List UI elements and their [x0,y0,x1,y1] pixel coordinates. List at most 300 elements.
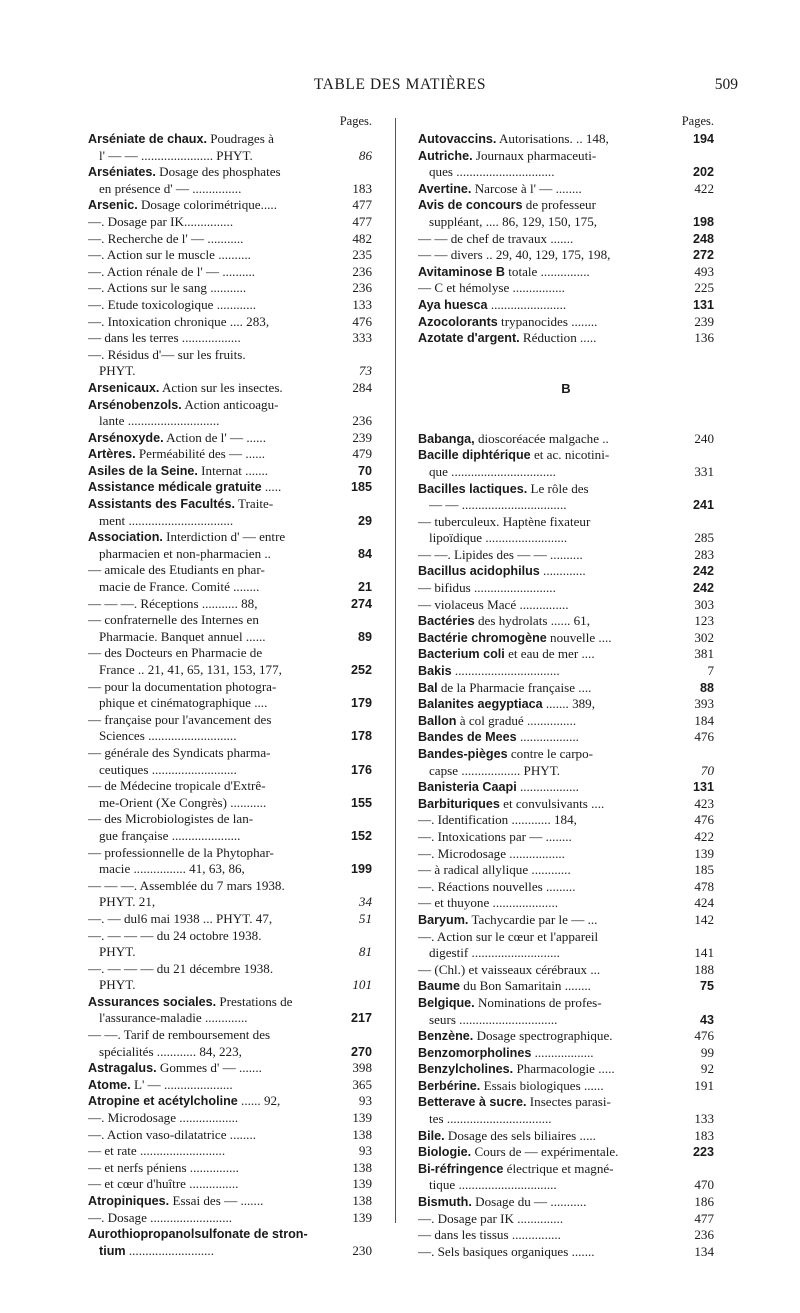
entry-text [418,779,689,796]
index-entry [418,978,714,995]
index-entry [88,861,372,878]
entry-heading: Atropine et acétylcholine [88,1094,238,1109]
entry-text [418,680,696,697]
index-entry [88,911,372,928]
index-entry [88,231,372,248]
entry-text [88,231,348,248]
index-entry [88,1060,372,1077]
page-ref: 235 [352,247,372,263]
entry-detail: — de Médecine tropicale d'Extrê- [88,778,266,794]
index-entry [418,431,714,448]
entry-heading: Aya huesca [418,297,488,312]
index-entry [418,514,714,531]
entry-text [418,563,689,580]
index-entry [418,646,714,663]
entry-detail: capse .................. PHYT. [429,762,561,778]
entry-detail: PHYT. 21, [99,894,156,910]
index-column-right [418,111,714,1260]
page-ref: 270 [350,1044,372,1059]
index-entry [88,579,372,596]
page-ref: 81 [358,944,372,960]
entry-text [99,1243,348,1260]
entry-text [418,447,710,464]
page-ref: 236 [352,280,372,296]
page-title: TABLE DES MATIÈRES [313,76,487,93]
page-ref: 198 [692,214,714,229]
index-entry [418,879,714,896]
page-ref: 236 [694,1227,714,1243]
index-entry [88,131,372,148]
index-entry [88,1176,372,1193]
page-ref: 101 [352,977,372,993]
page-ref: 283 [694,546,714,562]
page-ref: 134 [694,1243,714,1259]
index-entry [88,1044,372,1061]
index-entry [418,1211,714,1228]
index-entry [88,894,372,911]
page-ref: 136 [694,330,714,346]
entry-detail: PHYT. [99,977,136,993]
index-entry [418,1177,714,1194]
entry-detail: —. Microdosage .................. [88,1110,239,1126]
entry-heading: Baryum. [418,912,469,927]
entry-text [418,646,690,663]
page-ref: 131 [692,780,714,795]
entry-text [88,845,368,862]
page-ref: 365 [352,1076,372,1092]
entry-heading: Bal [418,680,438,695]
entry-detail: — dans les terres .................. [88,330,241,346]
page-ref: 29 [357,513,372,528]
entry-text [88,197,348,214]
entry-text [88,529,368,546]
entry-detail: Dosage des phosphates [155,164,281,180]
page-ref: 88 [699,680,714,695]
entry-heading: Belgique. [418,995,475,1010]
entry-heading: Arsenic. [88,198,138,213]
entry-detail: de la Pharmacie française .... [437,679,592,695]
entry-text [99,762,347,779]
index-entry [418,829,714,846]
entry-detail: — — divers .. 29, 40, 129, 175, 198, [418,247,611,263]
entry-detail: — —. Tarif de remboursement des [88,1027,271,1043]
entry-detail: .......................... [125,1242,214,1258]
spacer [418,419,714,431]
entry-detail: —. Etude toxicologique ............ [88,296,257,312]
entry-detail: — et rate .......................... [88,1143,226,1159]
entry-heading: Benzène. [418,1029,474,1044]
page-ref: 183 [694,1127,714,1143]
index-entry [418,547,714,564]
entry-detail: .................. [516,779,579,795]
index-entry [418,746,714,763]
page-ref: 70 [700,762,714,778]
entry-detail: Autorisations. .. 148, [496,131,609,146]
index-entry [418,929,714,946]
page-ref: 202 [692,165,714,180]
page-ref: 493 [694,263,714,279]
entry-detail: — des Docteurs en Pharmacie de [88,645,263,661]
entry-text [88,745,368,762]
section-letter: B [561,380,571,396]
entry-text [418,1211,690,1228]
entry-detail: Essais biologiques ...... [480,1077,604,1093]
entry-text [99,828,347,845]
entry-detail: et eau de mer .... [504,646,595,662]
page-ref: 476 [694,1028,714,1044]
entry-text [88,280,348,297]
index-entry [418,580,714,597]
page-ref: 422 [694,180,714,196]
entry-detail: Action sur les insectes. [159,379,283,395]
index-entry [418,613,714,630]
index-entry [418,330,714,347]
index-entry [418,481,714,498]
entry-text [418,729,690,746]
entry-detail: —. Réactions nouvelles ......... [418,878,576,894]
page-ref: 479 [352,446,372,462]
entry-detail: ...... 92, [237,1093,281,1109]
entry-text [88,1093,355,1110]
entry-text [88,1210,348,1227]
entry-heading: Biologie. [418,1145,472,1160]
entry-detail: L' — ..................... [130,1076,233,1092]
index-entry [418,812,714,829]
page-ref: 191 [694,1077,714,1093]
page-ref: 138 [352,1126,372,1142]
entry-heading: Barbituriques [418,796,500,811]
index-entry [88,380,372,397]
page-ref: 223 [692,1145,714,1160]
entry-detail: — —. Lipides des — — .......... [418,546,583,562]
index-entry [418,779,714,796]
entry-text [418,1194,690,1211]
index-entry [88,397,372,414]
index-entry [88,977,372,994]
index-entry [418,912,714,929]
entry-detail: Interdiction d' — entre [162,529,286,545]
index-entry [418,148,714,165]
entry-detail: —. Intoxications par — ........ [418,828,572,844]
page-ref: 476 [694,812,714,828]
index-entry [418,1045,714,1062]
entry-detail: — — —. Réceptions ........... 88, [88,595,258,611]
entry-detail: phique et cinématographique .... [99,695,268,711]
entry-detail: ....... 389, [542,696,595,712]
entry-heading: Avis de concours [418,198,523,213]
entry-detail: — générale des Syndicats pharma- [88,744,271,760]
index-entry [418,1244,714,1261]
entry-text [99,579,354,596]
index-entry [88,828,372,845]
index-entry [418,280,714,297]
entry-text [88,911,355,928]
index-entry [88,430,372,447]
entry-detail: tes ................................ [429,1111,552,1127]
entry-text [418,1094,710,1111]
entry-text [418,796,690,813]
entry-text [88,264,348,281]
entry-detail: —. Action sur le cœur et l'appareil [418,928,599,944]
entry-detail: des hydrolats ...... 61, [474,613,591,629]
entry-heading: Bandes de Mees [418,730,517,745]
entry-heading: Assurances sociales. [88,994,217,1009]
page-ref: 139 [352,1110,372,1126]
entry-text [418,630,690,647]
index-entry [418,995,714,1012]
entry-detail: l' — — ...................... PHYT. [99,147,253,163]
index-entry [418,131,714,148]
entry-text [88,961,368,978]
index-entry [88,546,372,563]
index-entry [88,679,372,696]
page-ref: 393 [694,696,714,712]
entry-text [88,1127,348,1144]
entry-detail: ques .............................. [429,164,555,180]
entry-heading: Azocolorants [418,314,498,329]
index-entry [418,1078,714,1095]
entry-heading: Assistants des Facultés. [88,497,235,512]
entry-detail: .................. [516,729,579,745]
entry-text [99,629,354,646]
entry-detail: — et cœur d'huître ............... [88,1176,239,1192]
page-ref: 176 [350,762,372,777]
entry-detail: Réduction ..... [519,330,597,346]
entry-heading: Babanga, [418,431,475,446]
entry-detail: Dosage colorimétrique..... [137,197,277,213]
entry-text [418,978,696,995]
entry-text [418,1244,690,1261]
index-entry [418,1012,714,1029]
entry-text [88,1160,348,1177]
page-ref: 302 [694,629,714,645]
index-entry [88,695,372,712]
entry-heading: Banisteria Caapi [418,780,517,795]
entry-text [88,214,348,231]
page-ref: 482 [352,230,372,246]
page-ref: 141 [694,945,714,961]
index-entry [88,264,372,281]
index-entry [418,862,714,879]
page-ref: 225 [694,280,714,296]
index-entry [88,1210,372,1227]
index-entry [88,330,372,347]
entry-detail: Internat ....... [197,462,269,478]
entry-detail: — des Microbiologistes de lan- [88,811,254,827]
index-entry [88,1077,372,1094]
index-entry [88,629,372,646]
index-entry [418,164,714,181]
entry-detail: Le rôle des [527,480,589,496]
index-entry [418,680,714,697]
entry-text [418,929,710,946]
entry-detail: — violaceus Macé ............... [418,596,569,612]
entry-detail: Dosage du — ........... [471,1194,587,1210]
entry-detail: — — de chef de travaux ....... [418,230,574,246]
entry-text [99,894,355,911]
index-entry [418,231,714,248]
index-entry [88,214,372,231]
entry-text [418,481,710,498]
page-ref: 139 [694,845,714,861]
page-ref: 179 [350,696,372,711]
entry-heading: Benzomorpholines [418,1045,532,1060]
entry-heading: Bandes-pièges [418,747,508,761]
index-entry [88,795,372,812]
entry-detail: — C et hémolyse ................ [418,280,565,296]
index-entry [88,347,372,364]
entry-heading: Bacterium coli [418,647,505,662]
page-ref: 152 [350,828,372,843]
page-ref: 424 [694,895,714,911]
entry-heading: Arséniate de chaux. [88,132,207,146]
page-ref: 194 [692,132,714,146]
entry-text [88,778,368,795]
entry-detail: —. Microdosage ................. [418,845,565,861]
entry-detail: — et nerfs péniens ............... [88,1159,239,1175]
entry-text [99,546,354,563]
entry-detail: —. Action sur le muscle .......... [88,247,251,263]
page-ref: 84 [357,546,372,561]
entry-detail: ....................... [487,296,567,312]
entry-text [88,247,348,264]
page-header [0,76,800,100]
index-entry [418,447,714,464]
entry-heading: Bacillus acidophilus [418,564,540,579]
entry-text [99,795,347,812]
entry-heading: Bismuth. [418,1195,472,1210]
entry-text [418,846,690,863]
index-entry [88,363,372,380]
entry-detail: —. Identification ............ 184, [418,812,577,828]
entry-text [99,861,347,878]
entry-text [418,547,690,564]
entry-text [418,879,690,896]
page-ref: 7 [707,663,714,679]
index-entry [88,280,372,297]
entry-text [99,363,355,380]
entry-detail: —. Intoxication chronique .... 283, [88,313,270,329]
page-ref: 242 [692,564,714,579]
entry-text [99,977,348,994]
entry-detail: Tachycardie par le — ... [468,911,598,927]
entry-detail: lipoïdique ......................... [429,530,568,546]
entry-detail: Pharmacologie ..... [513,1061,615,1077]
entry-detail: — — ................................ [429,497,567,513]
entry-heading: Bactérie chromogène [418,630,547,645]
entry-detail: que ................................ [429,463,556,479]
entry-text [418,862,690,879]
index-entry [88,596,372,613]
entry-heading: Arsénobenzols. [88,397,182,412]
entry-text [88,479,347,496]
entry-text [88,496,368,513]
entry-heading: Berbérine. [418,1078,481,1093]
entry-detail: — pour la documentation photogra- [88,678,277,694]
page-ref: 89 [357,629,372,644]
entry-detail: électrique et magné- [503,1160,614,1176]
index-entry [418,1161,714,1178]
entry-text [429,763,697,780]
entry-detail: Essai des — ....... [169,1193,264,1208]
index-entry [418,1128,714,1145]
entry-detail: —. — — — du 24 octobre 1938. [88,927,262,943]
index-entry [418,497,714,514]
page-ref: 239 [352,429,372,445]
entry-detail: — (Chl.) et vaisseaux cérébraux ... [418,961,601,977]
entry-detail: France .. 21, 41, 65, 131, 153, 177, [99,662,282,677]
page-ref: 477 [352,197,372,213]
page-ref: 240 [694,430,714,446]
entry-text [88,928,368,945]
entry-heading: Benzylcholines. [418,1062,514,1077]
entry-text [88,562,368,579]
entry-text [88,1027,368,1044]
entry-heading: Atropiniques. [88,1194,170,1208]
page-ref: 248 [692,231,714,246]
entry-heading: Arséniates. [88,165,156,180]
entry-detail: macie de France. Comité ........ [99,579,260,595]
entry-detail: dioscoréacée malgache .. [474,430,609,446]
page-ref: 272 [692,248,714,263]
index-entry [88,164,372,181]
index-entry [88,513,372,530]
entry-heading: Bacilles lactiques. [418,481,528,496]
entry-detail: ment ................................ [99,512,234,528]
entry-text [88,430,348,447]
index-entry [88,1010,372,1027]
index-entry [88,745,372,762]
entry-text [88,330,348,347]
entry-detail: contre le carpo- [507,746,594,761]
entry-heading: Autovaccins. [418,132,497,146]
entry-text [418,264,690,281]
entry-detail: totale ............... [505,263,590,279]
index-entry [418,1194,714,1211]
entry-text [429,164,689,181]
entry-text [99,695,347,712]
index-entry [418,713,714,730]
index-lines-right [418,131,714,1260]
entry-text [418,131,689,148]
page-ref: 241 [692,498,714,513]
entry-text [99,148,355,165]
entry-detail: ..... [261,479,282,495]
entry-detail: me-Orient (Xe Congrès) ........... [99,794,267,810]
index-entry [418,1028,714,1045]
page-ref: 139 [352,1209,372,1225]
page-ref: 138 [352,1159,372,1175]
index-entry [88,712,372,729]
entry-text [429,464,690,481]
entry-detail: et ac. nicotini- [530,447,610,463]
page-ref: 184 [694,712,714,728]
entry-heading: Bile. [418,1128,445,1143]
entry-detail: du Bon Samaritain ........ [460,978,591,994]
entry-detail: Journaux pharmaceuti- [472,147,597,163]
entry-text [418,580,689,597]
entry-text [88,1077,348,1094]
entry-text [88,712,368,729]
index-entry [418,247,714,264]
entry-detail: digestif ........................... [429,945,560,961]
index-entry [88,297,372,314]
index-entry [418,214,714,231]
entry-text [418,1128,690,1145]
entry-text [88,878,368,895]
page-ref: 70 [357,463,372,478]
entry-detail: —. Dosage par IK .............. [418,1210,564,1226]
